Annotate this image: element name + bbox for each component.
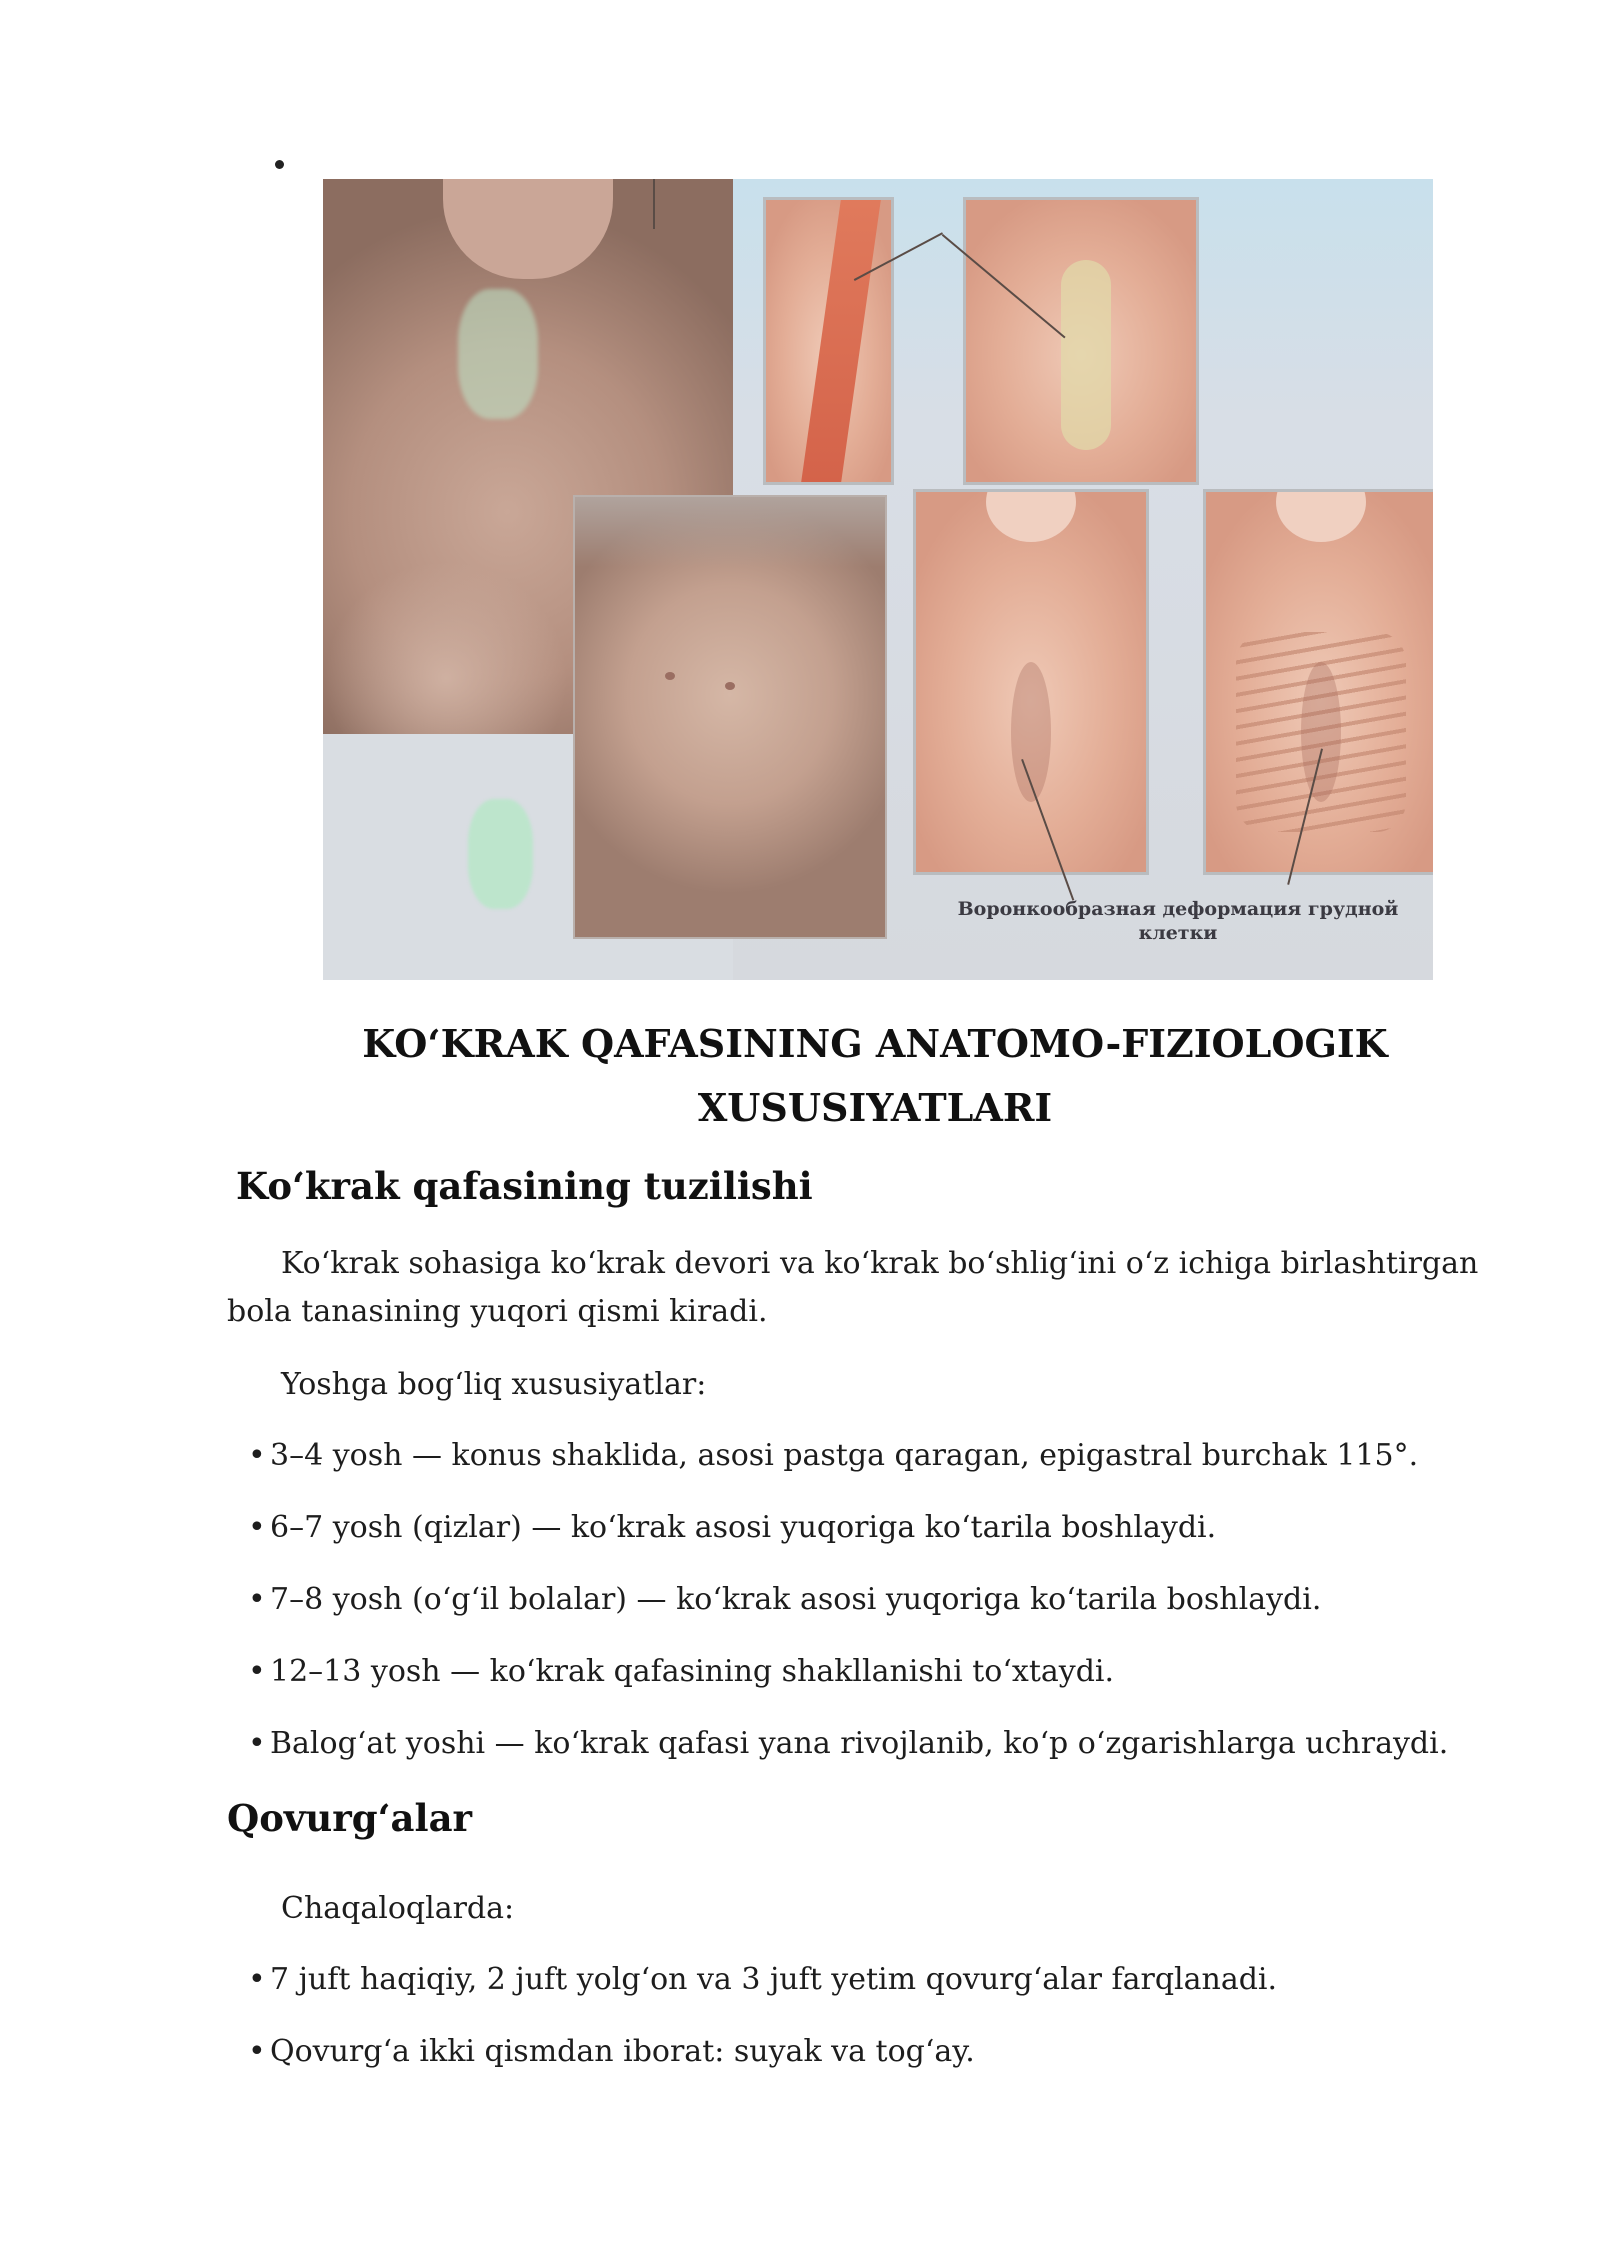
figure-caption bbox=[923, 897, 1433, 945]
section-heading-structure: Ko‘krak qafasining tuzilishi bbox=[236, 1164, 813, 1208]
list-bullet bbox=[275, 160, 284, 169]
list-item-text: 12–13 yosh — ko‘krak qafasining shakllanishi to‘xtaydi. bbox=[270, 1654, 1115, 1689]
title-line-1: KO‘KRAK QAFASINING ANATOMO-FIZIOLOGIK bbox=[362, 1021, 1388, 1066]
watermark-icon bbox=[468, 799, 533, 909]
illustration-front-view bbox=[963, 197, 1199, 485]
chin-shape bbox=[1276, 489, 1366, 542]
list-item-text: Qovurg‘a ikki qismdan iborat: suyak va tog‘ay. bbox=[270, 2034, 975, 2069]
bullet: • bbox=[248, 1726, 266, 1761]
pointer-line bbox=[653, 179, 655, 229]
sternum-shape bbox=[1061, 260, 1111, 450]
list-item bbox=[248, 1576, 1448, 1648]
photo-child-chest bbox=[573, 495, 887, 939]
section-heading-ribs: Qovurg‘alar bbox=[227, 1796, 473, 1840]
bullet: • bbox=[248, 1962, 266, 1997]
ribs-list bbox=[248, 1956, 1277, 2100]
nipple-mark bbox=[725, 682, 735, 690]
list-item bbox=[248, 2028, 1277, 2100]
intro-paragraph: Ko‘krak sohasiga ko‘krak devori va ko‘krak bo‘shlig‘ini o‘z ichiga birlashtirgan bola tanasining yuqori qismi kiradi. bbox=[227, 1246, 1479, 1329]
funnel-dip-shape bbox=[1301, 662, 1341, 802]
age-features-lead: Yoshga bog‘liq xususiyatlar: bbox=[281, 1367, 707, 1402]
watermark-icon bbox=[458, 289, 538, 419]
illustration-torso-ribs bbox=[1203, 489, 1433, 875]
neck-shape bbox=[443, 179, 613, 279]
title-line-2: XUSUSIYATLARI bbox=[697, 1085, 1053, 1130]
bullet: • bbox=[248, 2034, 266, 2069]
illustration-side-view bbox=[763, 197, 894, 485]
chest-deformity-figure bbox=[323, 179, 1433, 980]
list-item-text: 7–8 yosh (o‘g‘il bolalar) — ko‘krak asosi yuqoriga ko‘tarila boshlaydi. bbox=[270, 1582, 1322, 1617]
bullet: • bbox=[248, 1582, 266, 1617]
newborns-lead: Chaqaloqlarda: bbox=[281, 1891, 515, 1926]
list-item bbox=[248, 1504, 1448, 1576]
age-features-list bbox=[248, 1432, 1448, 1792]
nipple-mark bbox=[665, 672, 675, 680]
list-item bbox=[248, 1956, 1277, 2028]
illustration-torso-skin bbox=[913, 489, 1149, 875]
caption-line-1: Воронкообразная деформация грудной bbox=[957, 898, 1399, 920]
bullet: • bbox=[248, 1654, 266, 1689]
list-item bbox=[248, 1720, 1448, 1792]
list-item-text: Balog‘at yoshi — ko‘krak qafasi yana rivojlanib, ko‘p o‘zgarishlarga uchraydi. bbox=[270, 1726, 1449, 1761]
muscle-shape bbox=[801, 200, 881, 482]
list-item-text: 6–7 yosh (qizlar) — ko‘krak asosi yuqoriga ko‘tarila boshlaydi. bbox=[270, 1510, 1217, 1545]
list-item bbox=[248, 1432, 1448, 1504]
list-item-text: 7 juft haqiqiy, 2 juft yolg‘on va 3 juft yetim qovurg‘alar farqlanadi. bbox=[270, 1962, 1278, 1997]
caption-line-2: клетки bbox=[1138, 922, 1218, 944]
chin-shape bbox=[986, 489, 1076, 542]
page-title bbox=[160, 1012, 1590, 1140]
bullet: • bbox=[248, 1510, 266, 1545]
list-item bbox=[248, 1648, 1448, 1720]
photo-shadow bbox=[575, 497, 885, 567]
list-item-text: 3–4 yosh — konus shaklida, asosi pastga qaragan, epigastral burchak 115°. bbox=[270, 1438, 1419, 1473]
bullet: • bbox=[248, 1438, 266, 1473]
